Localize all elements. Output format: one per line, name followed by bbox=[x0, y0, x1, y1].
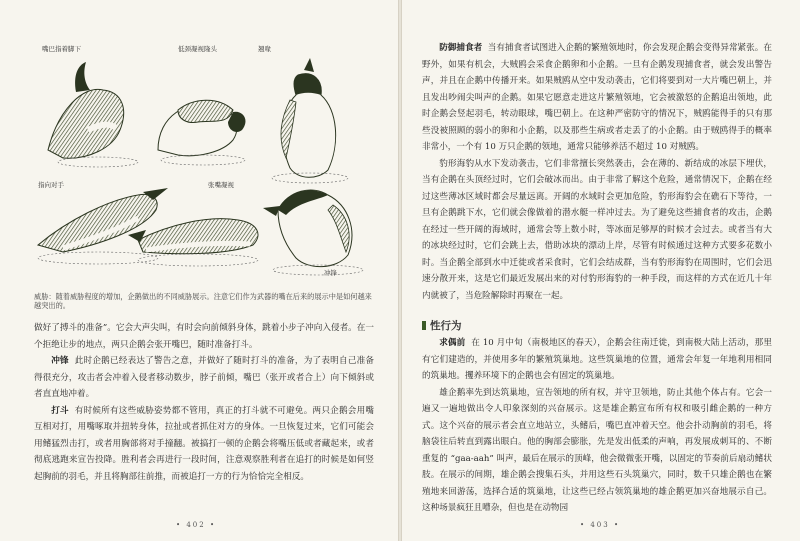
penguin-upright bbox=[272, 58, 348, 183]
page-number-right: • 403 • bbox=[580, 521, 621, 529]
paragraph-text: 雄企鹅率先到达筑巢地，宣告领地的所有权，并守卫领地，防止其他个体占有。它会一遍又一遍地做出令人印象深刻的兴奋展示。这是雄企鹅宣布所有权和吸引雌企鹅的一种方式。这个兴奋的展示者会直立地站立，头鳍后，嘴巴直冲着天空。他会扑动胸前的羽毛，将脑袋往后转直到露出眼白。他的胸部会膨胀，先是发出低柔的声响，再发展成刺耳的、不断重复的 “gaa-aah” 叫声，最后在展示的顶峰，他会微微张开嘴，以固定的节奏前后扇动鳍状肢。在展示的间期，雄企鹅会搜集石头，并用这些石头筑巢穴，同时，数千只雄企鹅也在繁殖地来回游荡，选择合适的筑巢地，让这些已经占领筑巢地的雄企鹅更加兴奋地展示自己。这种场景疯狂且嘈杂，但也是在动物园 bbox=[422, 387, 772, 513]
label-beak-down: 嘴巴指着脚下 bbox=[42, 45, 81, 53]
paragraph bbox=[422, 335, 772, 385]
paragraph bbox=[422, 40, 772, 156]
left-page bbox=[0, 0, 398, 541]
label-beak-up: 翘喙 bbox=[258, 45, 271, 53]
label-gape-stare: 张嘴凝视 bbox=[208, 181, 234, 189]
paragraph-text: 在 10 月中旬（南极地区的春天），企鹅会往南迁徙，到南极大陆上活动，那里有它们建造的，并使用多年的繁殖筑巢地。这些筑巢地的位置，通常会年复一年地利用相同的筑巢地。攫养环境下的企鹅也会有固定的筑巢地。 bbox=[422, 338, 772, 381]
paragraph-lead: 冲锋 bbox=[51, 356, 69, 366]
page-number-left: • 402 • bbox=[176, 521, 217, 529]
paragraph-text: 有时候所有这些威胁姿势都不管用，真正的打斗就不可避免。两只企鹅会用嘴互相对打，用嘴啄取并扭转身体，拉扯或者抓住对方的身体。一旦恢复过来，它们可能会用鳍猛烈击打，或者用胸部将对手撞翻。被搞打一顿的企鹅会将嘴压低或者藏起来，或者彻底逃跑来宣告投降。胜利者会再进行一段时间，注意观察胜利者在追打的时候是如何竖起胸前的羽毛，并且将胸部往前推，而被追打一方的行为恰恰完全相反。 bbox=[34, 405, 374, 482]
penguin-charging bbox=[263, 190, 363, 275]
paragraph bbox=[34, 320, 374, 353]
label-charge: 冲锋 bbox=[324, 269, 337, 277]
penguin-threat-illustration bbox=[28, 30, 376, 278]
paragraph bbox=[34, 353, 374, 403]
paragraph bbox=[422, 156, 772, 305]
paragraph-lead: 求偶前 bbox=[439, 338, 466, 348]
paragraph-lead: 打斗 bbox=[51, 405, 69, 416]
penguin-head-down bbox=[48, 62, 138, 167]
figure-caption: 威胁：随着威胁程度的增加，企鹅做出的不同威胁展示。注意它们作为武器的嘴在后来的展示中是如何越来越突出的。 bbox=[34, 292, 372, 311]
left-body-text bbox=[34, 320, 374, 485]
paragraph-text: 豹形海豹从水下发动袭击，它们非常擅长突然袭击，会在薄的、新结成的冰层下埋伏，当有企鹅在头顶经过时，它们会破冰而出。由于非常了解这个危险，通常情况下，企鹅在经过这些薄冰区域时都会尽量远离。开阔的水域时会更加危险，豹形海豹会在礁石下等待，一旦有企鹅跳下水，它们就会像做着的潜水艇一样冲过去。为了避免这些捕食者的攻击，企鹅在经过一些开阔的海域时，通常会等上数小时，等冰面足够厚的时候才会过去。或者当有大的冰块经过时，它们会跳上去，借助冰块的漂动上岸，尽管有时候通过这种方式要多花数小时。当企鹅全部到水中迁徙或者采食时，它们会结成群，当有豹形海豹在周围时，它们会迅速分散开来，这是它们最近发展出来的对付豹形海豹的一种手段，而这样的方式在近几十年内就被了，当危险解除时再聚在一起。 bbox=[422, 158, 772, 301]
section-title: 性行为 bbox=[422, 318, 772, 333]
paragraph-text: 此时企鹅已经表达了警告之意，并做好了随时打斗的准备，为了表明自己准备得很充分，攻击者会冲着入侵者移动数步，脖子前倾，嘴巴（张开或者合上）向下倾斜或者直直地冲着。 bbox=[34, 356, 374, 399]
label-point-rival: 指向对手 bbox=[38, 181, 64, 189]
paragraph bbox=[34, 403, 374, 486]
label-head-low: 低颈凝视隆头 bbox=[178, 45, 217, 53]
penguin-drawings bbox=[28, 30, 376, 278]
paragraph-text: 做好了搏斗的准备”。它会大声尖叫，有时会向前倾斜身体，跳着小步子冲向入侵者。在一个拒绝让步的地点，两只企鹅会张开嘴巴，随时准备打斗。 bbox=[34, 323, 374, 350]
penguin-bowing bbox=[158, 100, 245, 165]
penguin-gaping bbox=[128, 219, 258, 266]
right-body-text bbox=[422, 40, 772, 517]
paragraph-text: 当有捕食者试图进入企鹅的繁殖领地时，你会发现企鹅会变得异常紧张。在野外，如果有机会，大贼鸥会采食企鹅卵和小企鹅。一旦有企鹅发现捕食者，就会发出警告声，并且在企鹅中传播开来。如果贼鸥从空中发动袭击，它们将要到对一大片嘴巴朝上，并且发出吵闹尖叫声的企鹅。如果它愿意走进这片繁殖领地，它会被激怒的企鹅追出领地，此时企鹅会竖起羽毛，转动眼球，嘴巴朝上。在这种严密防守的情况下，贼鸥能得手的只有那些没被照顾的弱小的卵和小企鹅，以及那些生病或者走丢了的小企鹅。由于贼鸥得手的概率非常小，一个有 10 万只企鹅的领地，通常只能够养活不超过 10 对贼鸥。 bbox=[422, 43, 772, 152]
paragraph bbox=[422, 385, 772, 517]
right-page bbox=[402, 0, 800, 541]
paragraph-lead: 防御捕食者 bbox=[439, 43, 483, 53]
